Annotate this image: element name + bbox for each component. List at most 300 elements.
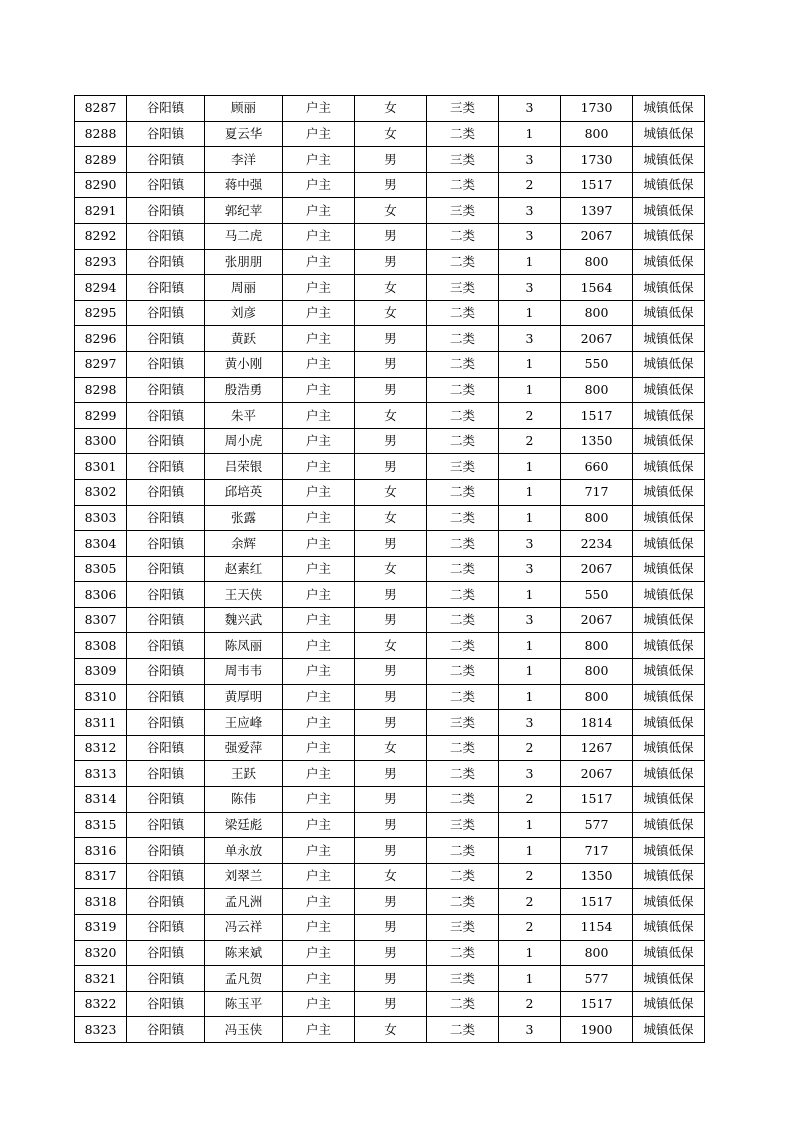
cell-id: 8305 [75,556,127,582]
cell-id: 8314 [75,787,127,813]
cell-id: 8296 [75,326,127,352]
cell-relation: 户主 [283,300,355,326]
cell-sex: 男 [355,351,427,377]
cell-type: 城镇低保 [633,812,705,838]
table-row [75,838,705,864]
cell-sex: 男 [355,147,427,173]
cell-name: 张露 [205,505,283,531]
cell-count: 1 [499,633,561,659]
cell-category: 三类 [427,812,499,838]
table-row [75,351,705,377]
cell-category: 二类 [427,1017,499,1043]
cell-relation: 户主 [283,223,355,249]
cell-type: 城镇低保 [633,121,705,147]
cell-amount: 550 [561,351,633,377]
cell-id: 8295 [75,300,127,326]
cell-name: 赵素红 [205,556,283,582]
cell-town: 谷阳镇 [127,735,205,761]
cell-amount: 800 [561,633,633,659]
cell-amount: 800 [561,505,633,531]
cell-amount: 1814 [561,710,633,736]
cell-amount: 1350 [561,428,633,454]
cell-category: 二类 [427,300,499,326]
cell-town: 谷阳镇 [127,582,205,608]
cell-town: 谷阳镇 [127,915,205,941]
cell-type: 城镇低保 [633,633,705,659]
cell-sex: 女 [355,300,427,326]
cell-type: 城镇低保 [633,326,705,352]
cell-type: 城镇低保 [633,889,705,915]
cell-category: 二类 [427,403,499,429]
cell-sex: 女 [355,198,427,224]
cell-relation: 户主 [283,633,355,659]
cell-relation: 户主 [283,249,355,275]
cell-relation: 户主 [283,403,355,429]
cell-type: 城镇低保 [633,710,705,736]
table-row [75,147,705,173]
cell-town: 谷阳镇 [127,505,205,531]
cell-amount: 1154 [561,915,633,941]
cell-count: 3 [499,556,561,582]
cell-id: 8321 [75,966,127,992]
cell-relation: 户主 [283,787,355,813]
cell-sex: 女 [355,863,427,889]
cell-relation: 户主 [283,838,355,864]
cell-category: 二类 [427,428,499,454]
cell-count: 1 [499,838,561,864]
cell-type: 城镇低保 [633,991,705,1017]
table-row [75,991,705,1017]
table-row [75,633,705,659]
cell-relation: 户主 [283,684,355,710]
cell-town: 谷阳镇 [127,991,205,1017]
cell-sex: 男 [355,582,427,608]
cell-count: 2 [499,915,561,941]
cell-sex: 男 [355,915,427,941]
cell-type: 城镇低保 [633,249,705,275]
cell-town: 谷阳镇 [127,351,205,377]
cell-amount: 1517 [561,172,633,198]
cell-count: 3 [499,223,561,249]
cell-category: 二类 [427,838,499,864]
cell-category: 二类 [427,684,499,710]
cell-count: 1 [499,812,561,838]
table-row [75,198,705,224]
table-row [75,300,705,326]
cell-name: 马二虎 [205,223,283,249]
cell-amount: 800 [561,377,633,403]
cell-sex: 女 [355,735,427,761]
cell-name: 张朋朋 [205,249,283,275]
cell-count: 2 [499,991,561,1017]
cell-amount: 1350 [561,863,633,889]
cell-sex: 男 [355,531,427,557]
cell-id: 8302 [75,479,127,505]
cell-town: 谷阳镇 [127,556,205,582]
cell-town: 谷阳镇 [127,326,205,352]
cell-amount: 717 [561,838,633,864]
cell-id: 8303 [75,505,127,531]
cell-id: 8318 [75,889,127,915]
cell-town: 谷阳镇 [127,966,205,992]
cell-category: 二类 [427,223,499,249]
cell-category: 三类 [427,710,499,736]
cell-town: 谷阳镇 [127,787,205,813]
table-row [75,710,705,736]
cell-count: 3 [499,198,561,224]
cell-type: 城镇低保 [633,556,705,582]
cell-name: 梁廷彪 [205,812,283,838]
cell-sex: 男 [355,223,427,249]
table-row [75,684,705,710]
cell-id: 8306 [75,582,127,608]
table-row [75,812,705,838]
cell-name: 朱平 [205,403,283,429]
table-row [75,249,705,275]
cell-name: 周丽 [205,275,283,301]
cell-id: 8287 [75,96,127,122]
cell-count: 1 [499,121,561,147]
cell-amount: 550 [561,582,633,608]
table-row [75,940,705,966]
cell-name: 郭纪苹 [205,198,283,224]
cell-sex: 女 [355,633,427,659]
cell-type: 城镇低保 [633,684,705,710]
cell-type: 城镇低保 [633,531,705,557]
cell-relation: 户主 [283,275,355,301]
cell-name: 余辉 [205,531,283,557]
cell-count: 2 [499,787,561,813]
cell-category: 二类 [427,121,499,147]
cell-id: 8320 [75,940,127,966]
cell-category: 二类 [427,556,499,582]
cell-count: 1 [499,659,561,685]
cell-name: 冯云祥 [205,915,283,941]
cell-relation: 户主 [283,556,355,582]
cell-town: 谷阳镇 [127,300,205,326]
cell-id: 8290 [75,172,127,198]
cell-type: 城镇低保 [633,351,705,377]
cell-relation: 户主 [283,812,355,838]
cell-type: 城镇低保 [633,275,705,301]
cell-amount: 1730 [561,147,633,173]
cell-name: 李洋 [205,147,283,173]
cell-type: 城镇低保 [633,454,705,480]
cell-count: 1 [499,377,561,403]
cell-id: 8311 [75,710,127,736]
cell-category: 二类 [427,607,499,633]
table-row [75,223,705,249]
cell-id: 8317 [75,863,127,889]
cell-relation: 户主 [283,147,355,173]
cell-name: 冯玉侠 [205,1017,283,1043]
cell-sex: 男 [355,684,427,710]
cell-relation: 户主 [283,1017,355,1043]
cell-amount: 800 [561,300,633,326]
subsidy-table [74,95,705,1043]
cell-count: 1 [499,300,561,326]
cell-id: 8301 [75,454,127,480]
cell-sex: 男 [355,761,427,787]
cell-type: 城镇低保 [633,582,705,608]
cell-count: 3 [499,147,561,173]
cell-town: 谷阳镇 [127,863,205,889]
table-row [75,96,705,122]
cell-name: 蒋中强 [205,172,283,198]
cell-category: 二类 [427,531,499,557]
cell-category: 三类 [427,147,499,173]
cell-amount: 800 [561,121,633,147]
cell-relation: 户主 [283,659,355,685]
cell-count: 3 [499,275,561,301]
cell-name: 邱培英 [205,479,283,505]
cell-id: 8308 [75,633,127,659]
cell-count: 1 [499,479,561,505]
cell-id: 8289 [75,147,127,173]
cell-town: 谷阳镇 [127,377,205,403]
cell-category: 二类 [427,863,499,889]
cell-relation: 户主 [283,863,355,889]
cell-category: 二类 [427,991,499,1017]
cell-amount: 800 [561,659,633,685]
cell-town: 谷阳镇 [127,403,205,429]
cell-sex: 女 [355,403,427,429]
cell-count: 1 [499,940,561,966]
cell-type: 城镇低保 [633,479,705,505]
cell-type: 城镇低保 [633,428,705,454]
cell-name: 单永放 [205,838,283,864]
cell-town: 谷阳镇 [127,889,205,915]
cell-relation: 户主 [283,121,355,147]
cell-sex: 女 [355,275,427,301]
cell-town: 谷阳镇 [127,428,205,454]
cell-name: 孟凡洲 [205,889,283,915]
cell-relation: 户主 [283,966,355,992]
cell-type: 城镇低保 [633,505,705,531]
cell-type: 城镇低保 [633,761,705,787]
cell-name: 魏兴武 [205,607,283,633]
cell-name: 陈伟 [205,787,283,813]
cell-town: 谷阳镇 [127,96,205,122]
cell-id: 8322 [75,991,127,1017]
cell-amount: 717 [561,479,633,505]
table-row [75,531,705,557]
cell-type: 城镇低保 [633,659,705,685]
cell-name: 强爱萍 [205,735,283,761]
cell-type: 城镇低保 [633,735,705,761]
cell-sex: 女 [355,556,427,582]
cell-sex: 女 [355,121,427,147]
table-row [75,915,705,941]
cell-sex: 男 [355,940,427,966]
cell-count: 1 [499,351,561,377]
cell-town: 谷阳镇 [127,684,205,710]
cell-sex: 男 [355,659,427,685]
cell-town: 谷阳镇 [127,223,205,249]
table-body [75,96,705,1043]
cell-count: 3 [499,710,561,736]
cell-category: 二类 [427,377,499,403]
cell-relation: 户主 [283,531,355,557]
cell-sex: 女 [355,479,427,505]
cell-id: 8300 [75,428,127,454]
cell-amount: 2067 [561,761,633,787]
table-row [75,761,705,787]
cell-relation: 户主 [283,710,355,736]
cell-id: 8316 [75,838,127,864]
cell-category: 二类 [427,761,499,787]
cell-sex: 女 [355,96,427,122]
cell-count: 1 [499,582,561,608]
table-row [75,1017,705,1043]
cell-sex: 男 [355,710,427,736]
cell-id: 8319 [75,915,127,941]
cell-amount: 2067 [561,556,633,582]
cell-type: 城镇低保 [633,838,705,864]
table-row [75,172,705,198]
cell-name: 王天侠 [205,582,283,608]
cell-town: 谷阳镇 [127,479,205,505]
cell-count: 2 [499,428,561,454]
cell-count: 1 [499,684,561,710]
table-row [75,556,705,582]
cell-count: 3 [499,761,561,787]
cell-relation: 户主 [283,172,355,198]
cell-category: 二类 [427,172,499,198]
table-row [75,454,705,480]
cell-name: 陈玉平 [205,991,283,1017]
cell-amount: 800 [561,940,633,966]
cell-id: 8298 [75,377,127,403]
cell-count: 2 [499,863,561,889]
cell-id: 8313 [75,761,127,787]
cell-relation: 户主 [283,915,355,941]
cell-amount: 2067 [561,607,633,633]
cell-count: 3 [499,607,561,633]
cell-amount: 577 [561,966,633,992]
cell-amount: 577 [561,812,633,838]
cell-name: 黄跃 [205,326,283,352]
cell-town: 谷阳镇 [127,633,205,659]
cell-relation: 户主 [283,326,355,352]
cell-sex: 男 [355,377,427,403]
cell-name: 殷浩勇 [205,377,283,403]
cell-id: 8288 [75,121,127,147]
cell-town: 谷阳镇 [127,249,205,275]
cell-town: 谷阳镇 [127,172,205,198]
cell-count: 2 [499,735,561,761]
cell-type: 城镇低保 [633,915,705,941]
cell-count: 3 [499,96,561,122]
cell-amount: 1517 [561,403,633,429]
cell-category: 三类 [427,966,499,992]
cell-type: 城镇低保 [633,863,705,889]
cell-town: 谷阳镇 [127,812,205,838]
cell-relation: 户主 [283,377,355,403]
cell-town: 谷阳镇 [127,198,205,224]
cell-amount: 1517 [561,787,633,813]
cell-category: 二类 [427,249,499,275]
cell-name: 王跃 [205,761,283,787]
cell-type: 城镇低保 [633,966,705,992]
cell-town: 谷阳镇 [127,147,205,173]
cell-town: 谷阳镇 [127,659,205,685]
cell-name: 孟凡贺 [205,966,283,992]
cell-count: 1 [499,966,561,992]
cell-relation: 户主 [283,505,355,531]
cell-amount: 2067 [561,326,633,352]
cell-category: 二类 [427,787,499,813]
cell-category: 二类 [427,889,499,915]
cell-name: 黄小刚 [205,351,283,377]
cell-town: 谷阳镇 [127,710,205,736]
cell-relation: 户主 [283,761,355,787]
cell-amount: 1267 [561,735,633,761]
cell-sex: 男 [355,172,427,198]
cell-type: 城镇低保 [633,223,705,249]
table-row [75,607,705,633]
cell-type: 城镇低保 [633,198,705,224]
cell-count: 2 [499,172,561,198]
cell-name: 夏云华 [205,121,283,147]
cell-count: 1 [499,454,561,480]
cell-type: 城镇低保 [633,172,705,198]
cell-id: 8299 [75,403,127,429]
table-row [75,787,705,813]
cell-relation: 户主 [283,991,355,1017]
cell-amount: 1517 [561,889,633,915]
cell-name: 陈凤丽 [205,633,283,659]
cell-category: 二类 [427,735,499,761]
cell-count: 1 [499,249,561,275]
cell-sex: 男 [355,454,427,480]
cell-relation: 户主 [283,582,355,608]
cell-relation: 户主 [283,454,355,480]
cell-town: 谷阳镇 [127,607,205,633]
cell-town: 谷阳镇 [127,838,205,864]
cell-name: 吕荣银 [205,454,283,480]
cell-amount: 1730 [561,96,633,122]
cell-amount: 1517 [561,991,633,1017]
cell-type: 城镇低保 [633,607,705,633]
cell-count: 2 [499,889,561,915]
table-row [75,966,705,992]
cell-sex: 男 [355,326,427,352]
cell-amount: 660 [561,454,633,480]
table-row [75,428,705,454]
cell-relation: 户主 [283,428,355,454]
cell-relation: 户主 [283,198,355,224]
cell-id: 8297 [75,351,127,377]
cell-type: 城镇低保 [633,403,705,429]
cell-category: 二类 [427,659,499,685]
cell-relation: 户主 [283,735,355,761]
cell-town: 谷阳镇 [127,761,205,787]
cell-relation: 户主 [283,96,355,122]
cell-count: 3 [499,531,561,557]
cell-relation: 户主 [283,607,355,633]
table-row [75,403,705,429]
table-row [75,479,705,505]
cell-id: 8291 [75,198,127,224]
cell-id: 8304 [75,531,127,557]
cell-type: 城镇低保 [633,300,705,326]
table-row [75,326,705,352]
cell-town: 谷阳镇 [127,1017,205,1043]
cell-id: 8294 [75,275,127,301]
cell-name: 周小虎 [205,428,283,454]
cell-name: 刘彦 [205,300,283,326]
